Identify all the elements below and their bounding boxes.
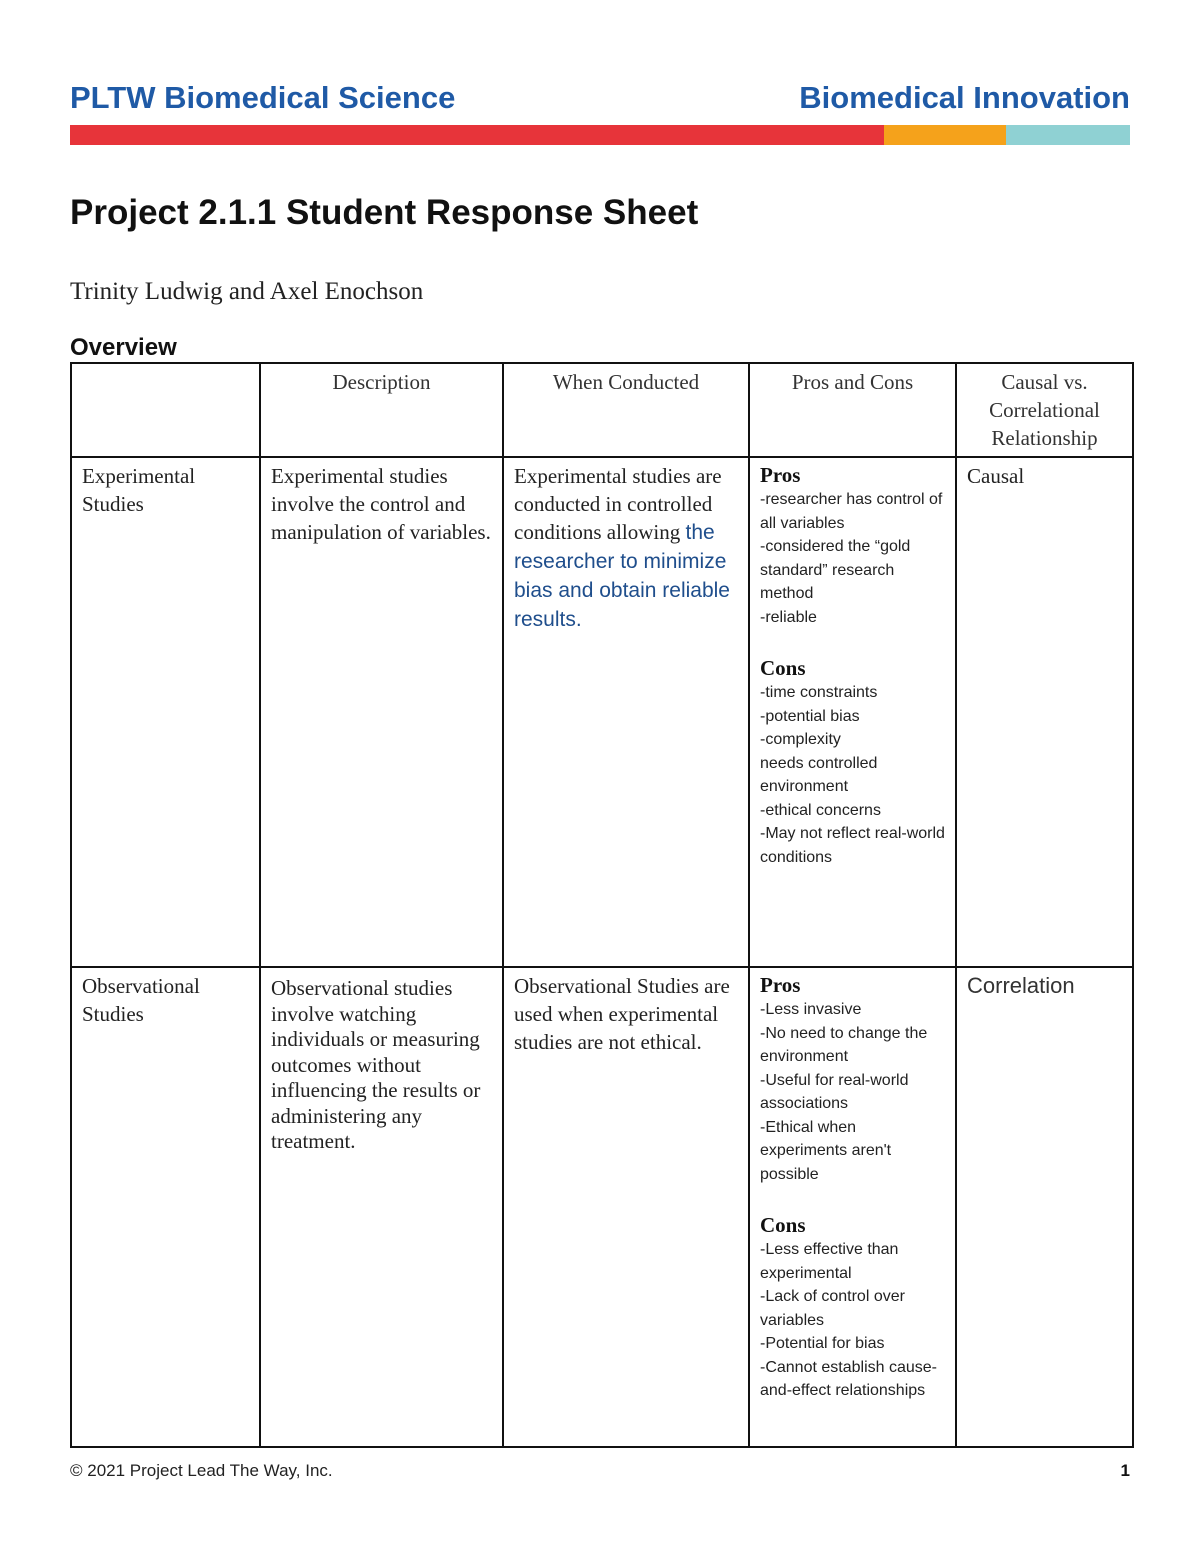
relationship-experimental: Causal xyxy=(956,457,1133,967)
table-header-row xyxy=(71,363,1133,457)
pros-item: -No need to change the environment xyxy=(760,1024,928,1065)
header-cell-pros-cons: Pros and Cons xyxy=(749,363,956,457)
pros-item: -reliable xyxy=(760,608,817,626)
pros-item: -Useful for real-world associations xyxy=(760,1071,909,1112)
row-label-observational: Observational Studies xyxy=(71,967,260,1447)
cons-item: -time constraints xyxy=(760,684,878,701)
pros-cons-observational xyxy=(749,967,956,1447)
pros-cons-experimental xyxy=(749,457,956,967)
cons-item: -ethical concerns xyxy=(760,801,881,819)
pros-item: -Less invasive xyxy=(760,1001,862,1018)
cons-item: -Potential for bias xyxy=(760,1335,885,1352)
header-bar-teal xyxy=(1006,125,1130,145)
page-header xyxy=(70,80,1130,120)
authors: Trinity Ludwig and Axel Enochson xyxy=(70,278,424,305)
table-row-experimental xyxy=(71,457,1133,967)
when-conducted-experimental xyxy=(503,457,749,967)
cons-item: -Lack of control over variables xyxy=(760,1288,905,1329)
page-title: Project 2.1.1 Student Response Sheet xyxy=(70,193,699,232)
cons-item: -Cannot establish cause-and-effect relationships xyxy=(760,1358,937,1399)
page-number: 1 xyxy=(1120,1461,1130,1480)
pros-heading: Pros xyxy=(760,973,801,997)
section-heading: Overview xyxy=(70,334,177,361)
relationship-observational: Correlation xyxy=(956,967,1133,1447)
course-title: PLTW Biomedical Science xyxy=(70,80,456,115)
header-cell-blank xyxy=(71,363,260,457)
when-text-b: the researcher to minimize bias and obtain reliable results. xyxy=(514,521,730,631)
cons-item: -potential bias xyxy=(760,707,860,725)
pros-item: -Ethical when experiments aren't possible xyxy=(760,1118,892,1183)
header-bar-orange xyxy=(884,125,1006,145)
header-cell-relationship: Causal vs. Correlational Relationship xyxy=(956,363,1133,457)
cons-heading: Cons xyxy=(760,656,806,680)
pros-heading: Pros xyxy=(760,463,801,487)
footer-copyright: © 2021 Project Lead The Way, Inc. xyxy=(70,1461,333,1480)
description-experimental: Experimental studies involve the control and manipulation of variables. xyxy=(260,457,503,967)
cons-item: -Less effective than experimental xyxy=(760,1241,899,1282)
row-label-experimental: Experimental Studies xyxy=(71,457,260,967)
header-bar-red xyxy=(70,125,884,145)
unit-title: Biomedical Innovation xyxy=(799,80,1130,115)
cons-item: -complexity xyxy=(760,731,841,748)
pros-item: -considered the “gold standard” research method xyxy=(760,538,911,602)
pros-item: -researcher has control of all variables xyxy=(760,491,943,532)
table-row-observational xyxy=(71,967,1133,1447)
cons-item: needs controlled environment xyxy=(760,754,878,795)
header-cell-when-conducted: When Conducted xyxy=(503,363,749,457)
when-text-a: Experimental studies are conducted in controlled conditions allowing xyxy=(514,464,722,544)
when-conducted-observational: Observational Studies are used when experimental studies are not ethical. xyxy=(503,967,749,1447)
header-cell-description: Description xyxy=(260,363,503,457)
cons-item: -May not reflect real-world conditions xyxy=(760,825,945,866)
description-observational: Observational studies involve watching individuals or measuring outcomes without influencing the results or administering any treatment. xyxy=(260,967,503,1447)
overview-table xyxy=(70,362,1134,1448)
cons-heading: Cons xyxy=(760,1213,806,1237)
